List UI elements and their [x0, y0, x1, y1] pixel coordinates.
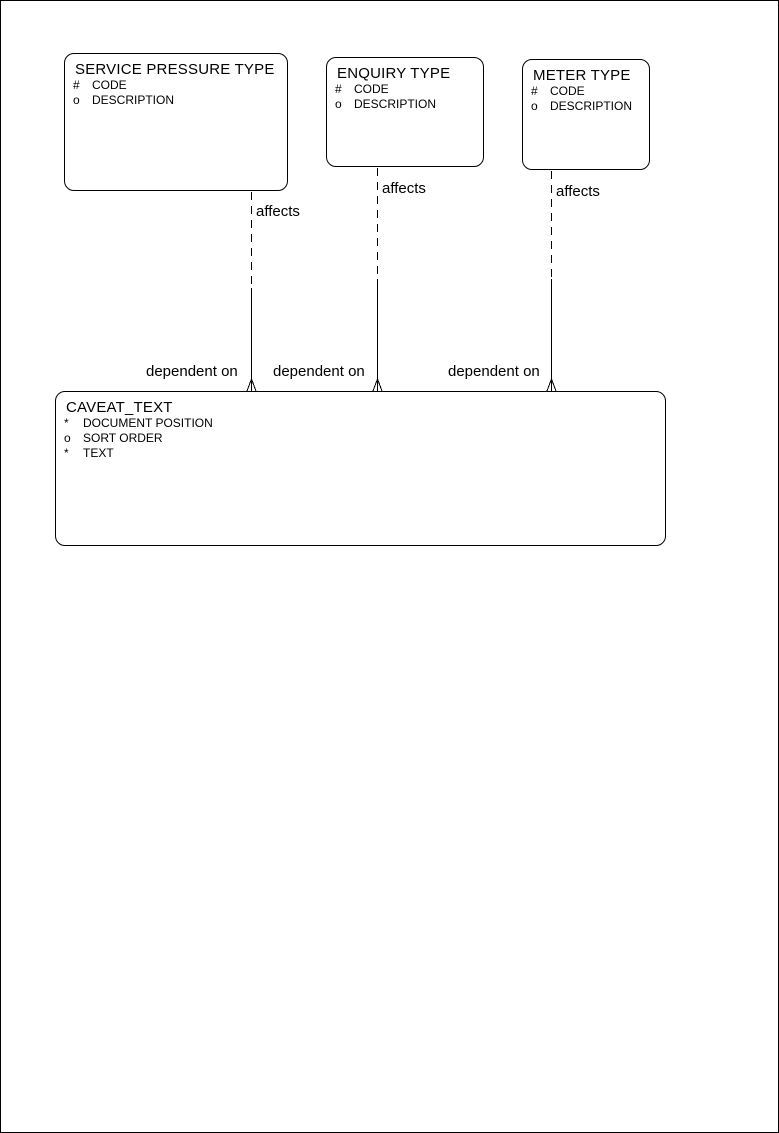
attribute-prefix: * — [64, 416, 69, 430]
attribute-name: DESCRIPTION — [550, 99, 633, 113]
attribute-row — [72, 93, 281, 108]
relationship-label-dependent-on: dependent on — [273, 363, 365, 380]
entity-service-pressure-type — [64, 53, 288, 191]
entity-title: CAVEAT_TEXT — [66, 399, 173, 416]
entity-meter-type — [522, 59, 650, 170]
attribute-name: DOCUMENT POSITION — [83, 416, 213, 430]
entity-title: SERVICE PRESSURE TYPE — [75, 61, 275, 78]
relationship-enquiry-type-caveat-text — [373, 168, 382, 391]
attribute-row — [334, 97, 477, 112]
attribute-row — [63, 416, 659, 431]
relationship-label-affects: affects — [256, 203, 300, 220]
entity-caveat-text — [55, 391, 666, 546]
relationship-meter-type-caveat-text — [547, 171, 556, 391]
attribute-row — [63, 446, 659, 461]
attribute-prefix: # — [531, 84, 538, 98]
attribute-name: CODE — [354, 82, 389, 96]
relationship-label-dependent-on: dependent on — [146, 363, 238, 380]
attribute-prefix: o — [531, 99, 538, 113]
attribute-name: DESCRIPTION — [92, 93, 175, 107]
entity-title: METER TYPE — [533, 67, 631, 84]
crows-foot-icon — [247, 379, 256, 391]
attribute-prefix: o — [335, 97, 342, 111]
attribute-row — [530, 84, 643, 99]
attribute-prefix: o — [64, 431, 71, 445]
attribute-row — [72, 78, 281, 93]
crows-foot-icon — [373, 379, 382, 391]
crows-foot-icon — [547, 379, 556, 391]
attribute-name: CODE — [92, 78, 127, 92]
entity-enquiry-type — [326, 57, 484, 167]
attribute-row — [530, 99, 643, 114]
entity-title: ENQUIRY TYPE — [337, 65, 451, 82]
attribute-prefix: # — [73, 78, 80, 92]
relationship-label-affects: affects — [556, 183, 600, 200]
relationship-label-dependent-on: dependent on — [448, 363, 540, 380]
relationship-service-pressure-type-caveat-text — [247, 192, 256, 391]
attribute-prefix: * — [64, 446, 69, 460]
attribute-prefix: o — [73, 93, 80, 107]
attribute-name: CODE — [550, 84, 585, 98]
attribute-prefix: # — [335, 82, 342, 96]
attribute-name: SORT ORDER — [83, 431, 163, 445]
attribute-name: TEXT — [83, 446, 114, 460]
attribute-name: DESCRIPTION — [354, 97, 437, 111]
attribute-row — [334, 82, 477, 97]
relationship-label-affects: affects — [382, 180, 426, 197]
attribute-row — [63, 431, 659, 446]
